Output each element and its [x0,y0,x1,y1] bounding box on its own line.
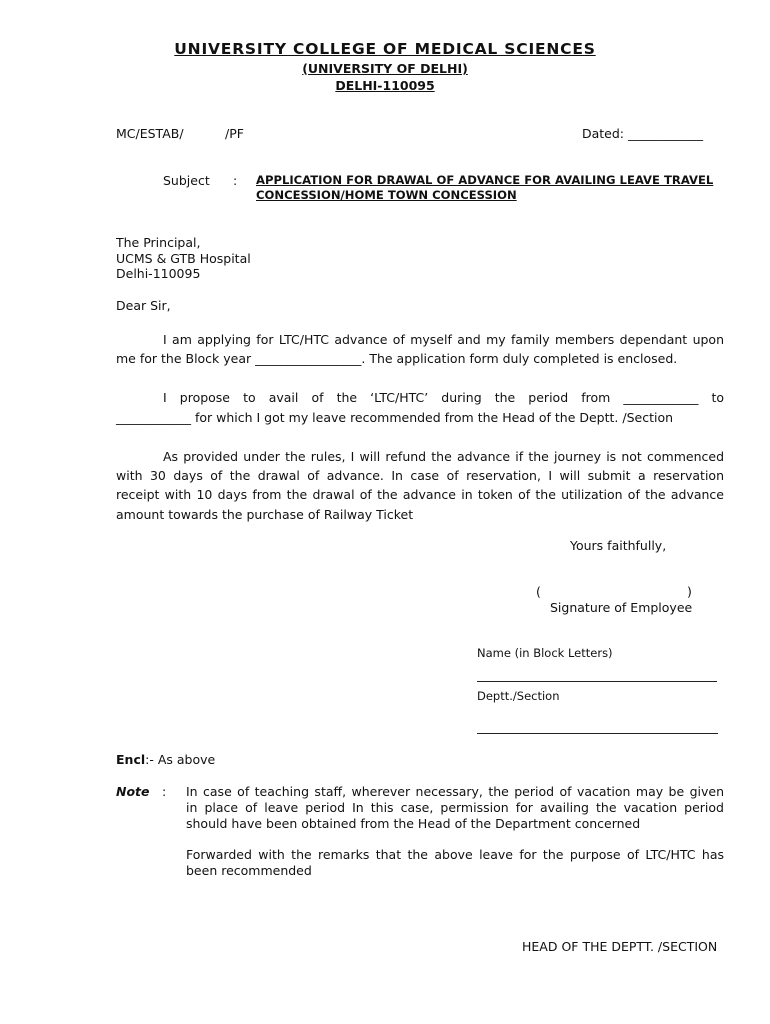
signature-open-paren: ( [536,584,541,599]
enclosure-label: Encl [116,752,146,767]
dept-line [477,733,718,734]
subject-line-1: APPLICATION FOR DRAWAL OF ADVANCE FOR AVAILING LEAVE TRAVEL [256,173,714,187]
subject-colon: : [233,173,238,188]
para2-line-2: ____________ for which I got my leave recommended from the Head of the Deptt. /Section [116,410,674,425]
forward-line-1: Forwarded with the remarks that the above leave for the purpose of LTC/HTC has [186,847,724,862]
address-line-3: Delhi-110095 [116,266,201,281]
note-label: Note [116,784,150,799]
para3-line-3: receipt with 10 days from the drawal of the advance in token of the utilization of the advance [116,487,724,502]
note-colon: : [162,784,167,799]
name-label: Name (in Block Letters) [477,646,613,660]
note-line-3: should have been obtained from the Head of the Department concerned [186,816,641,831]
reference-pf: /PF [225,126,244,141]
name-line [477,681,717,682]
reference-number: MC/ESTAB/ [116,126,184,141]
enclosure [116,752,215,767]
para3-line-1: As provided under the rules, I will refund the advance if the journey is not commenced [163,449,724,464]
para3-line-2: with 30 days of the drawal of advance. In case of reservation, I will submit a reservation [116,468,724,483]
enclosure-text: :- As above [145,752,216,767]
university-subtitle: (UNIVERSITY OF DELHI) [302,61,468,76]
address-line-1: The Principal, [116,235,201,250]
salutation: Dear Sir, [116,298,171,313]
address-line-2: UCMS & GTB Hospital [116,251,251,266]
dated-field: Dated: ____________ [582,126,703,141]
closing: Yours faithfully, [570,538,667,553]
signature-label: Signature of Employee [550,600,693,615]
para1-line-1: I am applying for LTC/HTC advance of myself and my family members dependant upon [163,332,724,347]
dept-label: Deptt./Section [477,689,560,703]
city-subtitle: DELHI-110095 [335,78,435,93]
para1-line-2: me for the Block year _________________. The application form duly completed is enclosed. [116,351,678,366]
head-of-department: HEAD OF THE DEPTT. /SECTION [522,939,718,954]
signature-close-paren: ) [687,584,692,599]
para2-line-1: I propose to avail of the ‘LTC/HTC’ during the period from ____________ to [163,390,724,405]
note-line-2: in place of leave period In this case, permission for availing the vacation period [186,800,724,815]
subject-label: Subject [163,173,210,188]
subject-line-2: CONCESSION/HOME TOWN CONCESSION [256,188,517,202]
note-line-1: In case of teaching staff, wherever necessary, the period of vacation may be given [186,784,724,799]
para3-line-4: amount towards the purchase of Railway Ticket [116,507,414,522]
forward-line-2: been recommended [186,863,312,878]
institution-title: UNIVERSITY COLLEGE OF MEDICAL SCIENCES [174,40,596,58]
